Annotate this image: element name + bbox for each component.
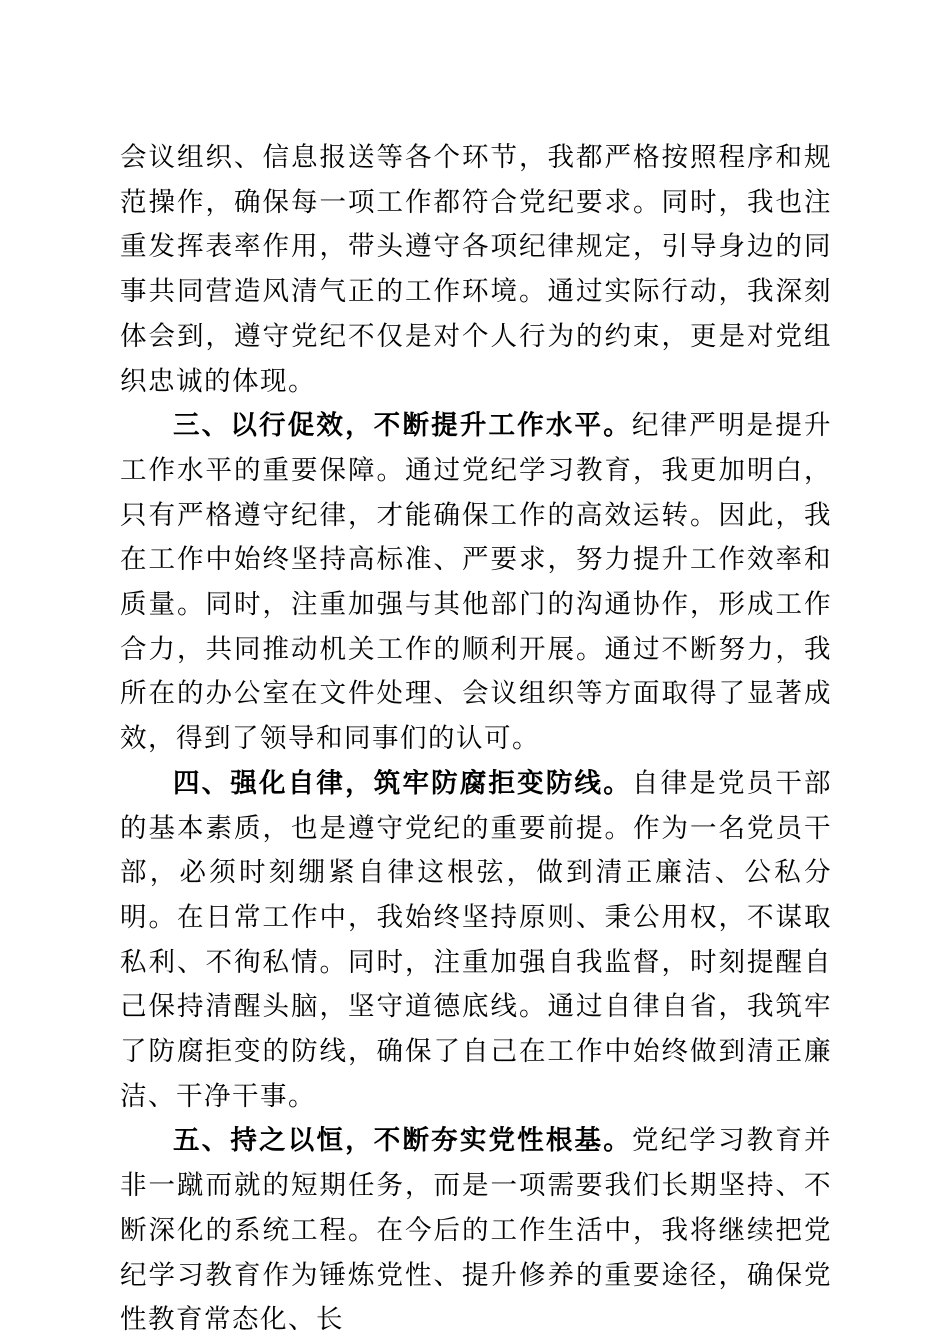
paragraph-section-three bbox=[120, 404, 832, 762]
paragraph-body: 纪律严明是提升工作水平的重要保障。通过党纪学习教育，我更加明白，只有严格遵守纪律，才能确保工作的高效运转。因此，我在工作中始终坚持高标准、严要求，努力提升工作效率和质量。同时，注重加强与其他部门的沟通协作，形成工作合力，共同推动机关工作的顺利开展。通过不断努力，我所在的办公室在文件处理、会议组织等方面取得了显著成效，得到了领导和同事们的认可。 bbox=[120, 410, 833, 755]
section-heading: 五、持之以恒，不断夯实党性根基。 bbox=[173, 1125, 632, 1157]
section-heading: 三、以行促效，不断提升工作水平。 bbox=[173, 410, 632, 442]
section-heading: 四、强化自律，筑牢防腐拒变防线。 bbox=[173, 767, 632, 799]
paragraph-section-five bbox=[120, 1119, 832, 1343]
paragraph-body: 党纪学习教育并非一蹴而就的短期任务，而是一项需要我们长期坚持、不断深化的系统工程。在今后的工作生活中，我将继续把党纪学习教育作为锤炼党性、提升修养的重要途径，确保党性教育常态化、长 bbox=[120, 1125, 833, 1336]
paragraph-section-four bbox=[120, 762, 832, 1120]
paragraph-continuation bbox=[120, 136, 832, 404]
paragraph-body: 自律是党员干部的基本素质，也是遵守党纪的重要前提。作为一名党员干部，必须时刻绷紧自律这根弦，做到清正廉洁、公私分明。在日常工作中，我始终坚持原则、秉公用权，不谋取私利、不徇私情。同时，注重加强自我监督，时刻提醒自己保持清醒头脑，坚守道德底线。通过自律自省，我筑牢了防腐拒变的防线，确保了自己在工作中始终做到清正廉洁、干净干事。 bbox=[120, 767, 833, 1112]
document-page bbox=[120, 136, 832, 1343]
paragraph-body: 会议组织、信息报送等各个环节，我都严格按照程序和规范操作，确保每一项工作都符合党纪要求。同时，我也注重发挥表率作用，带头遵守各项纪律规定，引导身边的同事共同营造风清气正的工作环境。通过实际行动，我深刻体会到，遵守党纪不仅是对个人行为的约束，更是对党组织忠诚的体现。 bbox=[120, 142, 832, 397]
